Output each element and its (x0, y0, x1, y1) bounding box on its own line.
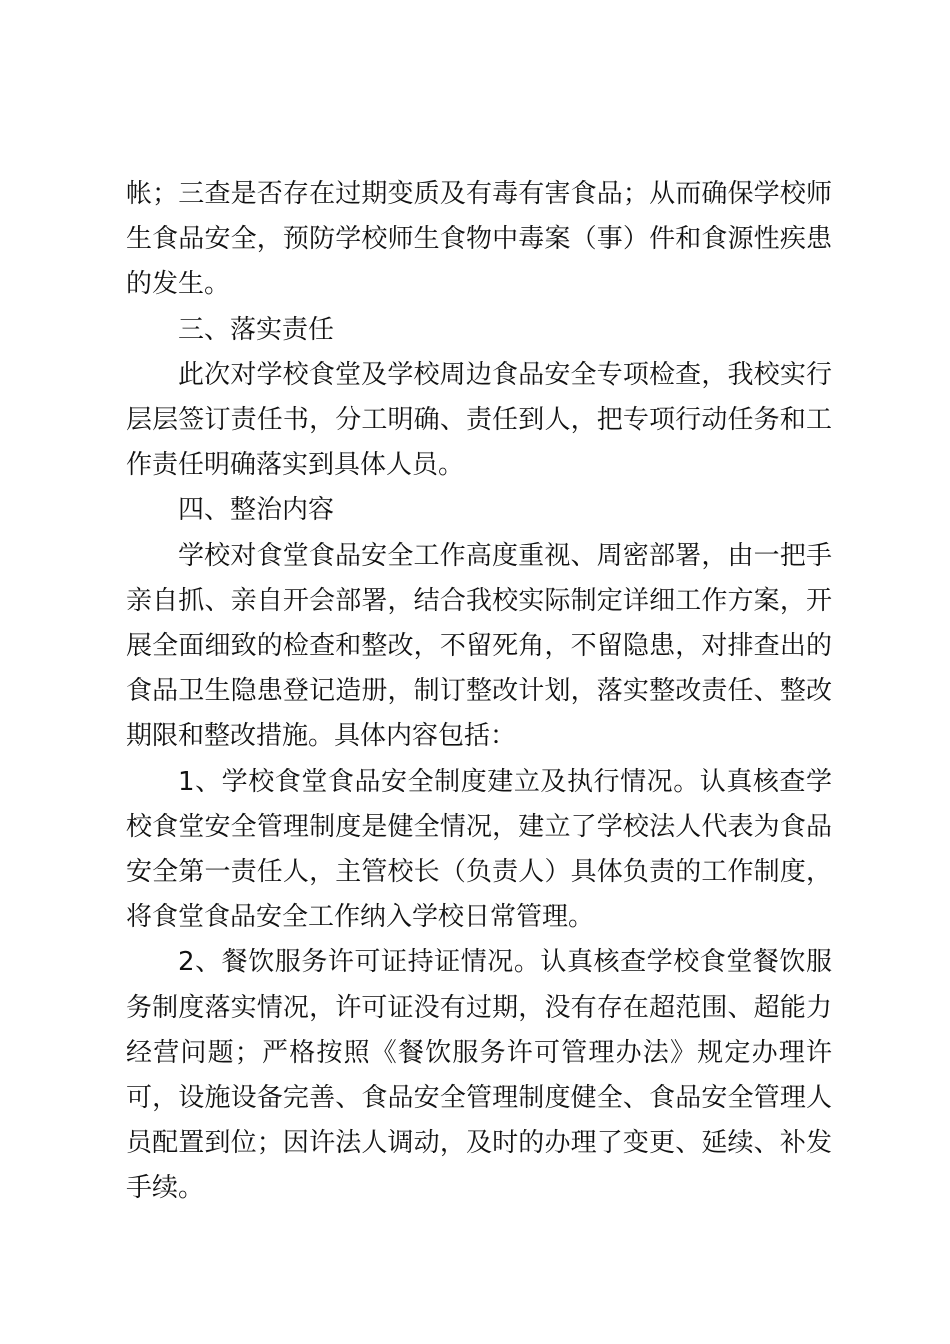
paragraph-responsibility: 此次对学校食堂及学校周边食品安全专项检查，我校实行层层签订责任书，分工明确、责任到人，把专项行动任务和工作责任明确落实到具体人员。 (126, 359, 832, 481)
section-heading-responsibility: 三、落实责任 (178, 314, 335, 345)
paragraph-rectification: 学校对食堂食品安全工作高度重视、周密部署，由一把手亲自抓、亲自开会部署，结合我校实际制定详细工作方案，开展全面细致的检查和整改，不留死角，不留隐患，对排查出的食品卫生隐患登记造册，制订整改计划，落实整改责任、整改期限和整改措施。具体内容包括： (126, 540, 832, 752)
paragraph-item-2: 2、餐饮服务许可证持证情况。认真核查学校食堂餐饮服务制度落实情况，许可证没有过期，没有存在超范围、超能力经营问题；严格按照《餐饮服务许可管理办法》规定办理许可，设施设备完善、食品安全管理制度健全、食品安全管理人员配置到位；因许法人调动，及时的办理了变更、延续、补发手续。 (126, 947, 832, 1204)
section-heading-rectification: 四、整治内容 (178, 495, 335, 526)
paragraph-item-1: 1、学校食堂食品安全制度建立及执行情况。认真核查学校食堂安全管理制度是健全情况，建立了学校法人代表为食品安全第一责任人，主管校长（负责人）具体负责的工作制度，将食堂食品安全工作纳入学校日常管理。 (126, 766, 832, 933)
document-body (126, 172, 832, 1212)
paragraph-continued: 帐；三查是否存在过期变质及有毒有害食品；从而确保学校师生食品安全，预防学校师生食物中毒案（事）件和食源性疾患的发生。 (126, 179, 832, 300)
